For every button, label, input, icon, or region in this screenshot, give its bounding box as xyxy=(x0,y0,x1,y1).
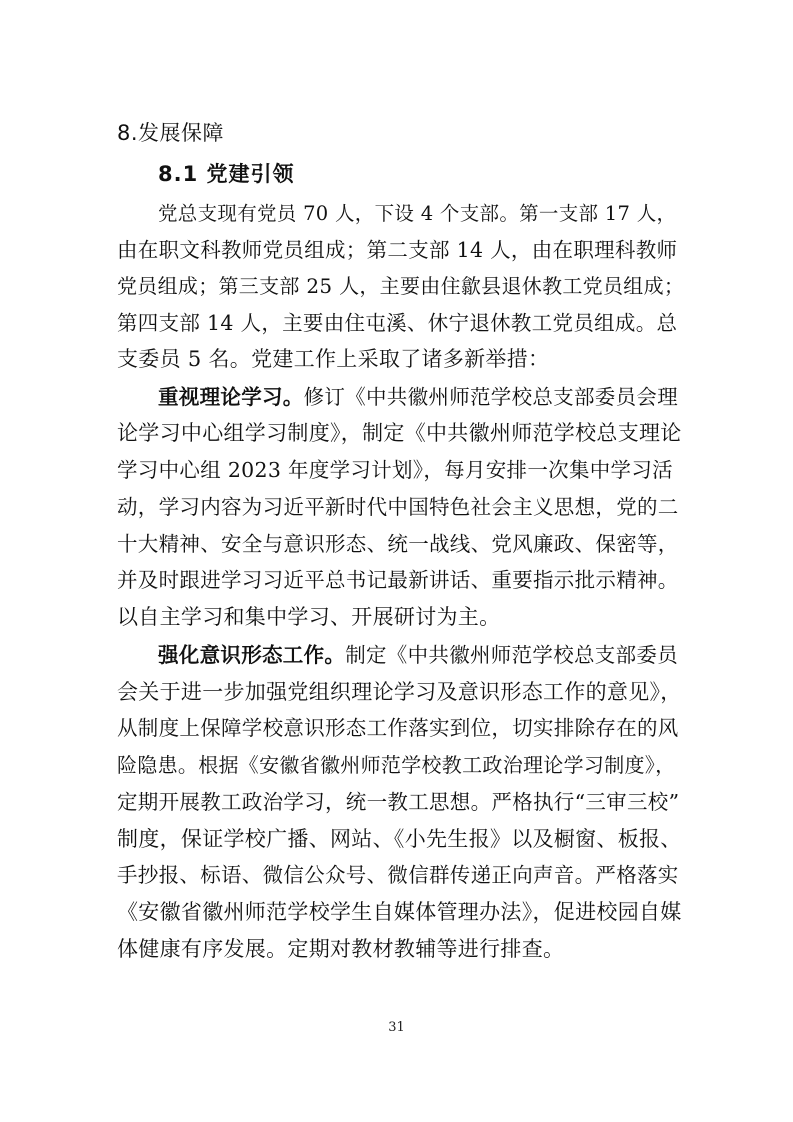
paragraph-3-line-7: 手抄报、标语、微信公众号、微信群传递正向声音。严格落实 xyxy=(117,863,679,887)
paragraph-3-lead: 强化意识形态工作。 xyxy=(158,643,346,667)
paragraph-2-line-2: 论学习中心组学习制度》，制定《中共徽州师范学校总支理论 xyxy=(117,421,682,445)
paragraph-2-line-4: 动，学习内容为习近平新时代中国特色社会主义思想，党的二 xyxy=(117,495,679,519)
paragraph-3-line-9: 体健康有序发展。定期对教材教辅等进行排查。 xyxy=(117,937,565,961)
paragraph-2-line-6: 并及时跟进学习习近平总书记最新讲话、重要指示批示精神。 xyxy=(117,568,679,592)
paragraph-3-line-2: 会关于进一步加强党组织理论学习及意识形态工作的意见》， xyxy=(117,680,682,704)
paragraph-3-line-8: 《安徽省徽州师范学校学生自媒体管理办法》，促进校园自媒 xyxy=(117,900,682,924)
paragraph-2-line-3: 学习中心组 2023 年度学习计划》，每月安排一次集中学习活 xyxy=(117,458,673,482)
paragraph-1-line-3: 党员组成；第三支部 25 人，主要由住歙县退休教工党员组成； xyxy=(117,274,685,298)
paragraph-2-line-1-text: 修订《中共徽州师范学校总支部委员会理 xyxy=(303,385,679,409)
paragraph-1-line-2: 由在职文科教师党员组成；第二支部 14 人，由在职理科教师 xyxy=(117,238,678,262)
paragraph-2-lead: 重视理论学习。 xyxy=(158,385,304,409)
paragraph-1-line-1: 党总支现有党员 70 人，下设 4 个支部。第一支部 17 人， xyxy=(158,202,677,225)
paragraph-3-line-5: 定期开展教工政治学习，统一教工思想。严格执行“三审三校” xyxy=(117,790,680,814)
paragraph-1-line-5: 支委员 5 名。党建工作上采取了诸多新举措： xyxy=(117,347,550,371)
paragraph-3-line-6: 制度，保证学校广播、网站、《小先生报》以及橱窗、板报、 xyxy=(117,827,682,851)
paragraph-2-line-7: 以自主学习和集中学习、开展研讨为主。 xyxy=(117,605,501,629)
paragraph-2-line-5: 十大精神、安全与意识形态、统一战线、党风廉政、保密等， xyxy=(117,532,679,556)
paragraph-2-line-1 xyxy=(158,382,683,412)
paragraph-3-line-1-text: 制定《中共徽州师范学校总支部委员 xyxy=(345,643,679,667)
paragraph-1-line-4: 第四支部 14 人，主要由住屯溪、休宁退休教工党员组成。总 xyxy=(117,311,678,335)
page-number: 31 xyxy=(388,1020,405,1035)
section-heading: 8.发展保障 xyxy=(117,121,225,145)
paragraph-3-line-3: 从制度上保障学校意识形态工作落实到位，切实排除存在的风 xyxy=(117,716,679,740)
paragraph-3-line-1 xyxy=(158,640,683,670)
paragraph-3-line-4: 险隐患。根据《安徽省徽州师范学校教工政治理论学习制度》， xyxy=(117,753,676,777)
subsection-heading: 8.1 党建引领 xyxy=(158,162,295,186)
